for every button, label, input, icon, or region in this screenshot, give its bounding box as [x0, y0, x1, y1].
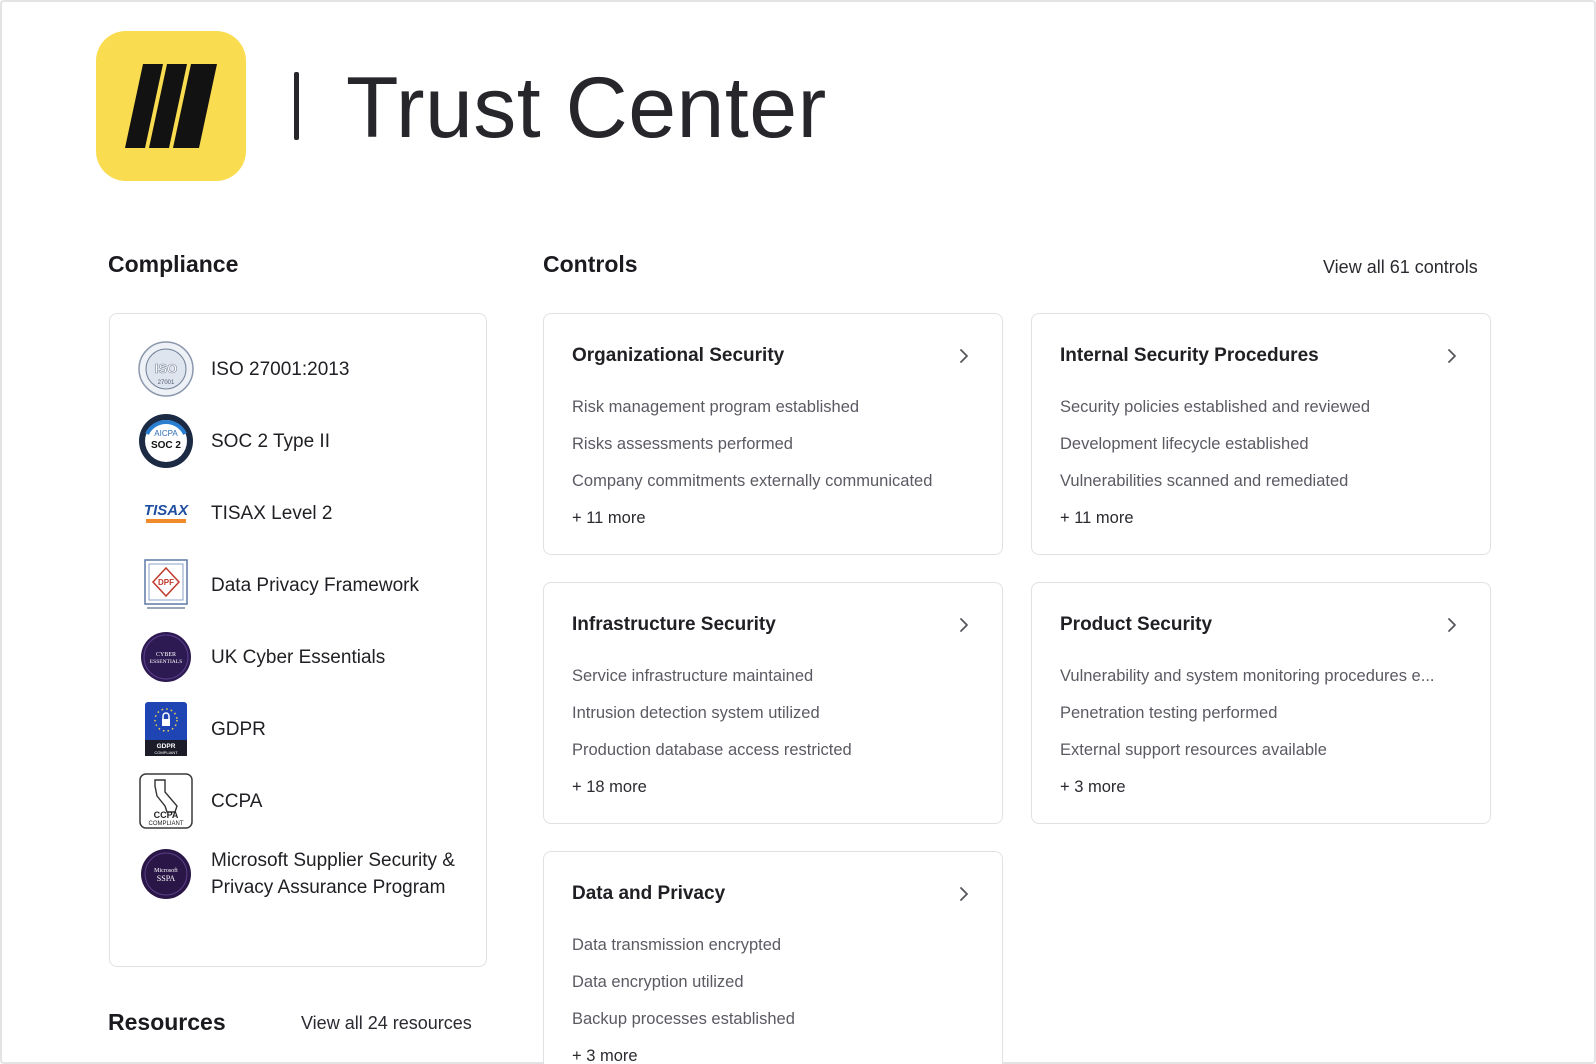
compliance-item-soc2[interactable]	[137, 412, 461, 470]
control-card-internal-security-procedures[interactable]	[1031, 313, 1491, 555]
control-more-link[interactable]: + 3 more	[572, 1047, 638, 1064]
compliance-item-ccpa[interactable]	[137, 772, 461, 830]
compliance-item-gdpr[interactable]	[137, 700, 461, 758]
dpf-badge-icon	[137, 556, 195, 614]
compliance-item-label: Data Privacy Framework	[211, 574, 419, 596]
svg-text:DPF: DPF	[158, 578, 174, 587]
view-all-controls-link[interactable]: View all 61 controls	[1323, 257, 1478, 277]
svg-text:27001: 27001	[157, 380, 175, 386]
microsoft-sspa-badge-icon	[137, 845, 195, 903]
control-item: Development lifecycle established	[1060, 435, 1309, 453]
ccpa-badge-icon	[137, 772, 195, 830]
cyber-essentials-badge-icon	[137, 628, 195, 686]
tisax-badge-icon	[137, 484, 195, 542]
control-item: Vulnerability and system monitoring procedures e...	[1060, 667, 1435, 685]
svg-text:SSPA: SSPA	[156, 874, 176, 883]
compliance-item-dpf[interactable]	[137, 556, 461, 614]
gdpr-badge-icon	[137, 700, 195, 758]
control-card-title: Infrastructure Security	[572, 614, 776, 635]
control-item: Security policies established and reviewed	[1060, 398, 1371, 416]
svg-text:Microsoft: Microsoft	[154, 868, 178, 874]
compliance-item-label: ISO 27001:2013	[211, 358, 350, 380]
control-item: Vulnerabilities scanned and remediated	[1060, 472, 1349, 490]
compliance-item-tisax[interactable]	[137, 484, 461, 542]
control-more-link[interactable]: + 11 more	[1060, 509, 1134, 527]
control-item: Backup processes established	[572, 1010, 795, 1028]
control-card-organizational-security[interactable]	[543, 313, 1003, 555]
chevron-right-icon	[956, 886, 972, 902]
svg-text:COMPLIANT: COMPLIANT	[148, 821, 184, 827]
compliance-item-label: SOC 2 Type II	[211, 430, 330, 452]
chevron-right-icon	[1444, 617, 1460, 633]
compliance-item-label: UK Cyber Essentials	[211, 646, 386, 668]
title-separator	[294, 72, 299, 140]
control-card-title: Data and Privacy	[572, 883, 726, 904]
svg-text:TISAX: TISAX	[143, 502, 189, 519]
svg-text:CYBER: CYBER	[155, 652, 177, 658]
compliance-item-cyber-essentials[interactable]	[137, 628, 461, 686]
control-more-link[interactable]: + 11 more	[572, 509, 646, 527]
controls-heading: Controls	[543, 251, 638, 277]
svg-text:ISO: ISO	[154, 361, 178, 376]
control-item: Penetration testing performed	[1060, 704, 1278, 722]
control-card-title: Product Security	[1060, 614, 1213, 635]
compliance-item-label: GDPR	[211, 718, 266, 740]
compliance-item-label: Microsoft Supplier Security & Privacy Assurance Program	[211, 850, 455, 898]
compliance-item-label: CCPA	[211, 790, 263, 812]
svg-text:AICPA: AICPA	[154, 429, 178, 438]
control-item: Production database access restricted	[572, 741, 852, 759]
chevron-right-icon	[1444, 348, 1460, 364]
control-card-product-security[interactable]	[1031, 582, 1491, 824]
svg-text:GDPR: GDPR	[156, 743, 176, 750]
control-card-data-and-privacy[interactable]	[543, 851, 1003, 1064]
control-more-link[interactable]: + 18 more	[572, 778, 647, 796]
svg-text:COMPLIANT: COMPLIANT	[154, 750, 178, 755]
control-item: Company commitments externally communicated	[572, 472, 933, 490]
control-card-infrastructure-security[interactable]	[543, 582, 1003, 824]
control-item: Data transmission encrypted	[572, 936, 782, 954]
aicpa-soc2-badge-icon	[137, 412, 195, 470]
control-item: Data encryption utilized	[572, 973, 744, 991]
control-card-title: Organizational Security	[572, 345, 785, 366]
compliance-item-microsoft-sspa[interactable]	[137, 845, 461, 903]
compliance-card	[109, 313, 487, 967]
svg-text:SOC 2: SOC 2	[150, 440, 182, 451]
compliance-heading: Compliance	[108, 251, 239, 277]
chevron-right-icon	[956, 617, 972, 633]
compliance-item-label: TISAX Level 2	[211, 502, 333, 524]
resources-heading: Resources	[108, 1009, 226, 1035]
control-item: Service infrastructure maintained	[572, 667, 814, 685]
miro-logo-icon[interactable]	[96, 31, 246, 181]
control-more-link[interactable]: + 3 more	[1060, 778, 1126, 796]
view-all-resources-link[interactable]: View all 24 resources	[301, 1013, 472, 1033]
control-item: Risks assessments performed	[572, 435, 793, 453]
control-card-title: Internal Security Procedures	[1060, 345, 1319, 366]
svg-text:ESSENTIALS: ESSENTIALS	[149, 659, 183, 665]
svg-text:CCPA: CCPA	[153, 810, 179, 820]
page-title: Trust Center	[346, 60, 827, 156]
control-item: Risk management program established	[572, 398, 860, 416]
iso-27001-badge-icon	[137, 340, 195, 398]
control-item: External support resources available	[1060, 741, 1327, 759]
compliance-item-iso[interactable]	[137, 340, 461, 398]
control-item: Intrusion detection system utilized	[572, 704, 820, 722]
chevron-right-icon	[956, 348, 972, 364]
